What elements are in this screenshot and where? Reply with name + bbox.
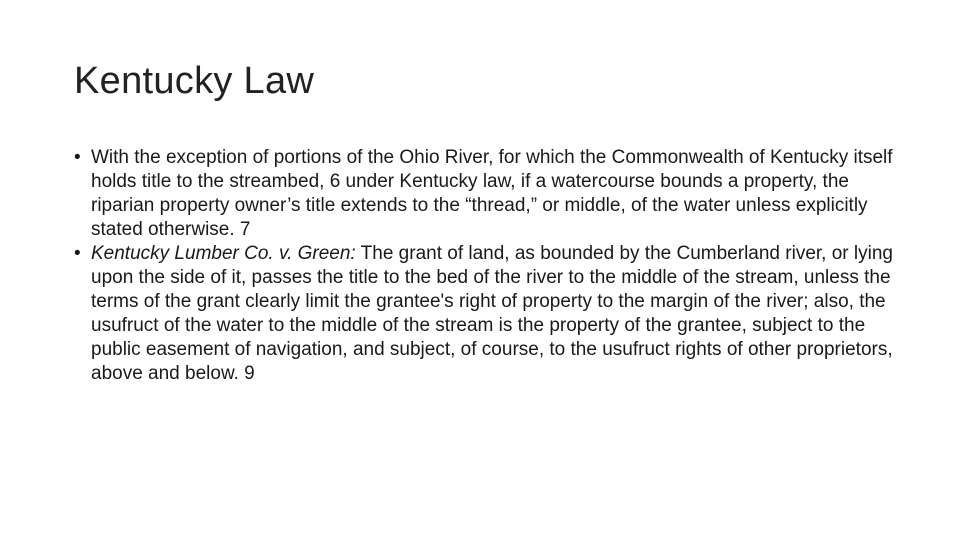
bullet-item-riparian-title <box>74 146 894 242</box>
bullet-list <box>74 146 894 386</box>
case-citation: Kentucky Lumber Co. v. Green: <box>91 243 356 264</box>
bullet-marker: • <box>74 243 81 264</box>
bullet-marker: • <box>74 147 81 168</box>
bullet-item-case-law <box>74 242 894 386</box>
bullet-text: The grant of land, as bounded by the Cumberland river, or lying upon the side of it, passes the title to the bed of the river to the middle of the stream, unless the terms of the grant clearly limit the grantee's right of property to the margin of the river; also, the usufruct of the water to the middle of the stream is the property of the grantee, subject to the public easement of navigation, and subject, of course, to the usufruct rights of other proprietors, above and below. 9 <box>91 243 893 384</box>
bullet-text: With the exception of portions of the Ohio River, for which the Commonwealth of Kentucky itself holds title to the streambed, 6 under Kentucky law, if a watercourse bounds a property, the riparian property owner’s title extends to the “thread,” or middle, of the water unless explicitly stated otherwise. 7 <box>91 147 893 240</box>
slide-title: Kentucky Law <box>74 60 315 102</box>
